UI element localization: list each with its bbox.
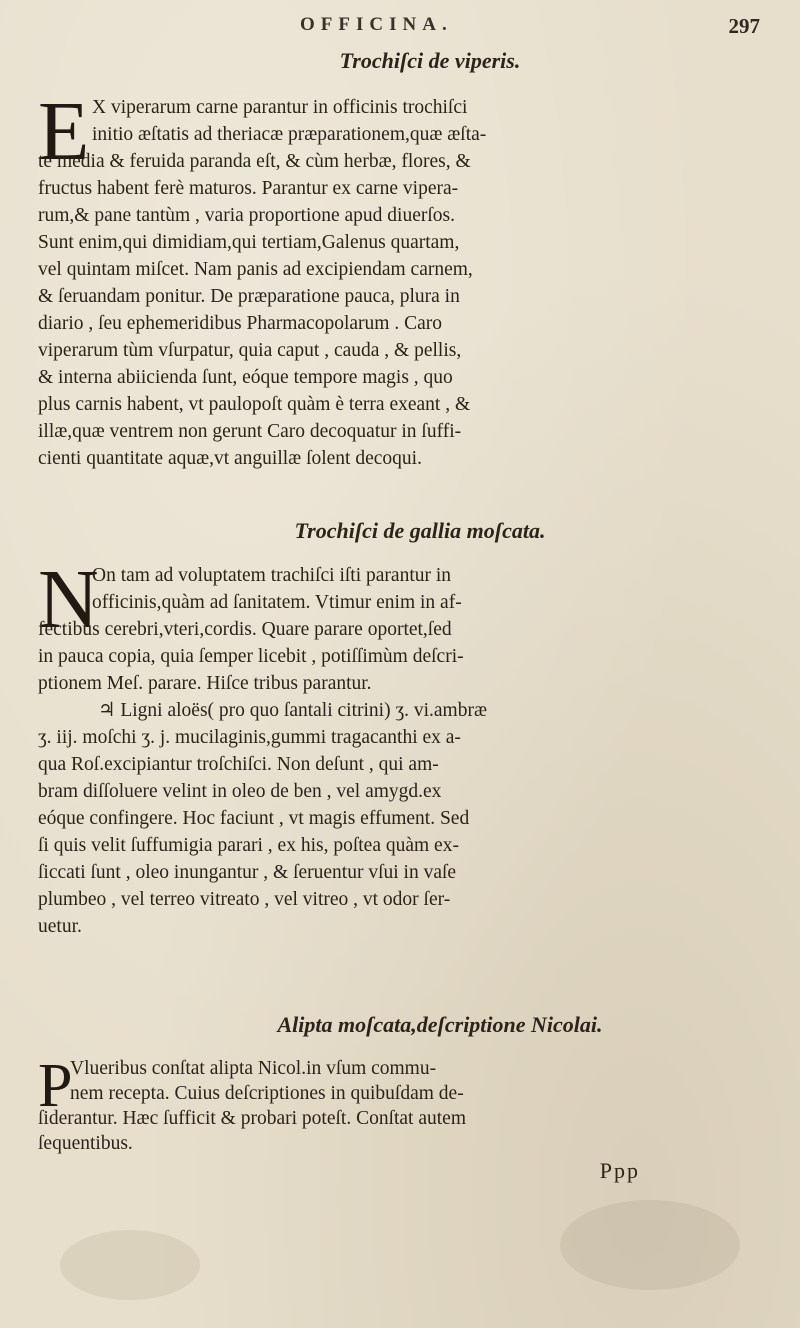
drop-cap: P [38, 1052, 73, 1120]
section-heading-viperis: Trochiſci de viperis. [339, 48, 521, 73]
drop-cap: N [38, 553, 99, 646]
text-line: uetur. [38, 916, 82, 937]
text-line: viperarum tùm vſurpatur, quia caput , cauda , & pellis, [38, 340, 462, 361]
text-line: ptionem Meſ. parare. Hiſce tribus parantur. [38, 673, 372, 694]
text-line: ſiccati ſunt , oleo inungantur , & ſeruentur vſui in vaſe [38, 862, 457, 883]
text-line: ʒ. iij. moſchi ʒ. j. mucilaginis,gummi tragacanthi ex a- [38, 727, 461, 748]
text-line: in pauca copia, quia ſemper licebit , potiſſimùm deſcri- [38, 646, 464, 667]
text-line: ſi quis velit ſuffumigia parari , ex his, poſtea quàm ex- [38, 835, 459, 856]
catchword: Ppp [599, 1158, 640, 1183]
section-heading-alipta: Alipta moſcata,deſcriptione Nicolai. [277, 1012, 603, 1037]
text-line: qua Roſ.excipiantur troſchiſci. Non deſunt , qui am- [38, 754, 439, 775]
text-line: diario , ſeu ephemeridibus Pharmacopolarum . Caro [38, 313, 442, 334]
text-line: On tam ad voluptatem trachiſci iſti parantur in [92, 565, 452, 586]
text-line: fectibus cerebri,vteri,cordis. Quare parare oportet,ſed [38, 619, 452, 640]
text-line: ſequentibus. [38, 1133, 133, 1154]
text-line: & interna abiicienda ſunt, eóque tempore magis , quo [38, 367, 453, 388]
text-line: nem recepta. Cuius deſcriptiones in quibuſdam de- [70, 1083, 464, 1104]
text-line: plus carnis habent, vt paulopoſt quàm è terra exeant , & [38, 394, 471, 415]
recipe-line: ♃ Ligni aloës( pro quo ſantali citrini) ʒ. vi.ambræ [98, 700, 487, 721]
text-line: rum,& pane tantùm , varia proportione apud diuerſos. [38, 205, 455, 226]
text-line: te media & feruida paranda eſt, & cùm herbæ, flores, & [38, 151, 471, 172]
section-heading-gallia: Trochiſci de gallia moſcata. [294, 518, 546, 543]
text-line: & ſeruandam ponitur. De præparatione pauca, plura in [38, 286, 460, 307]
running-title: OFFICINA. [300, 14, 453, 35]
text-line: officinis,quàm ad ſanitatem. Vtimur enim in af- [92, 592, 462, 613]
text-line: ſiderantur. Hæc ſufficit & probari poteſt. Conſtat autem [38, 1108, 467, 1129]
text-line: illæ,quæ ventrem non gerunt Caro decoquatur in ſuffi- [38, 421, 462, 442]
paragraph-alipta [38, 1052, 778, 1156]
text-line: cienti quantitate aquæ,vt anguillæ ſolent decoqui. [38, 448, 422, 469]
text-line: X viperarum carne parantur in officinis trochiſci [92, 97, 468, 118]
running-head [0, 14, 800, 42]
text-line: vel quintam miſcet. Nam panis ad excipiendam carnem, [38, 259, 473, 280]
text-line: bram diſſoluere velint in oleo de ben , vel amygd.ex [38, 781, 442, 802]
text-line: fructus habent ferè maturos. Parantur ex carne vipera- [38, 178, 459, 199]
page-number: 297 [728, 14, 760, 38]
drop-cap: E [38, 85, 90, 178]
paragraph-gallia [38, 553, 778, 940]
text-line: eóque confingere. Hoc faciunt , vt magis effument. Sed [38, 808, 470, 829]
text-line: plumbeo , vel terreo vitreato , vel vitreo , vt odor ſer- [38, 889, 451, 910]
text-line: initio æſtatis ad theriacæ præparationem,quæ æſta- [92, 124, 487, 145]
paragraph-viperis [38, 85, 778, 472]
text-line: Vlueribus conſtat alipta Nicol.in vſum commu- [70, 1058, 437, 1079]
paper-stain [60, 1230, 200, 1300]
paper-stain [560, 1200, 740, 1290]
text-line: Sunt enim,qui dimidiam,qui tertiam,Galenus quartam, [38, 232, 460, 253]
